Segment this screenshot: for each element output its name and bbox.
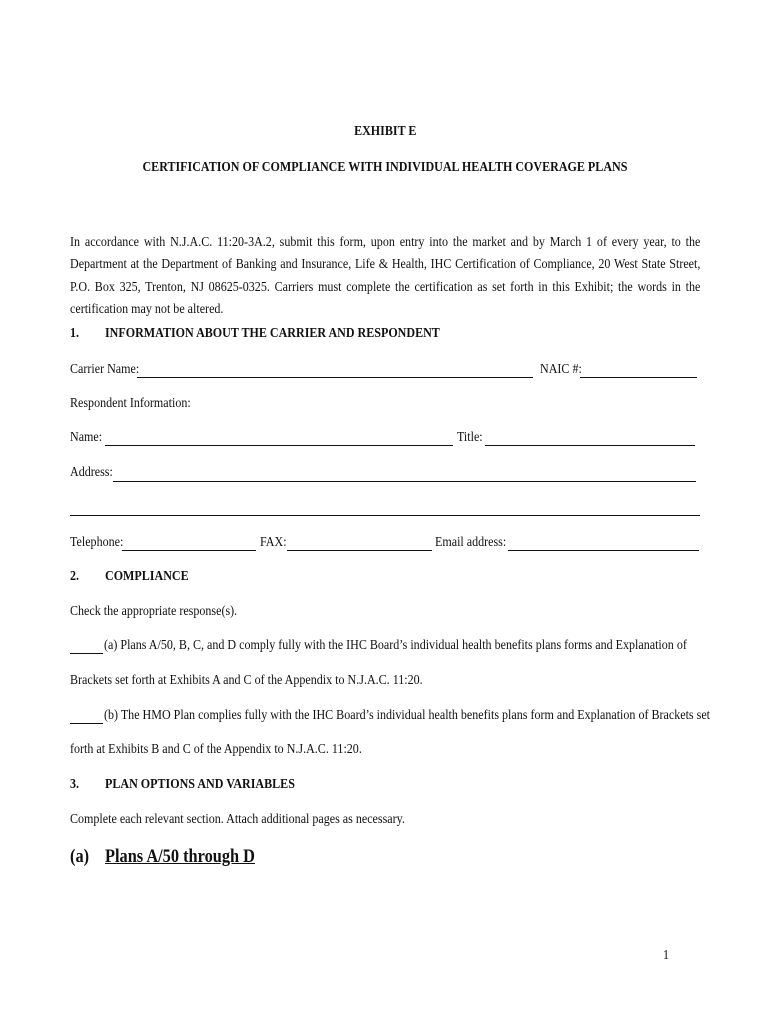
option-a-checkbox-line[interactable] [70,653,103,654]
option-b-text-line-2: forth at Exhibits B and C of the Appendix to N.J.A.C. 11:20. [70,742,362,757]
carrier-name-label: Carrier Name: [70,362,140,377]
option-a-text-line-1: (a) Plans A/50, B, C, and D comply fully with the IHC Board’s individual health benefits plans forms and Explanation of [104,638,687,653]
fax-label: FAX: [260,535,287,550]
section-3-number: 3. [70,777,80,792]
page-number: 1 [663,948,670,963]
option-b-checkbox-line[interactable] [70,723,103,724]
document-title: CERTIFICATION OF COMPLIANCE WITH INDIVIDUAL HEALTH COVERAGE PLANS [142,160,628,175]
fax-field[interactable] [287,550,432,551]
option-a-text-line-2: Brackets set forth at Exhibits A and C of the Appendix to N.J.A.C. 11:20. [70,673,423,688]
address-field-line-1[interactable] [113,481,696,482]
section-2-title: COMPLIANCE [105,569,189,584]
title-field[interactable] [485,445,695,446]
name-label: Name: [70,430,103,445]
compliance-instruction: Check the appropriate response(s). [70,604,238,619]
naic-label: NAIC #: [540,362,582,377]
exhibit-label: EXHIBIT E [353,124,417,139]
carrier-name-field[interactable] [137,377,533,378]
subsection-a-label: (a) [70,846,90,867]
section-1-title: INFORMATION ABOUT THE CARRIER AND RESPONDENT [105,326,440,341]
naic-field[interactable] [580,377,697,378]
telephone-field[interactable] [122,550,256,551]
email-label: Email address: [435,535,507,550]
section-2-number: 2. [70,569,80,584]
respondent-info-label: Respondent Information: [70,396,191,411]
subsection-a-title: Plans A/50 through D [105,846,255,867]
telephone-label: Telephone: [70,535,124,550]
name-field[interactable] [105,445,453,446]
plan-options-instruction: Complete each relevant section. Attach additional pages as necessary. [70,812,405,827]
email-field[interactable] [508,550,699,551]
intro-paragraph: In accordance with N.J.A.C. 11:20-3A.2, submit this form, upon entry into the market and by March 1 of every year, to the Department at the Department of Banking and Insurance, Life & Health, IHC Certification of Compliance, 20 West State Street, P.O. Box 325, Trenton, NJ 08625-0325. Carriers must complete the certification as set forth in this Exhibit; the words in the certification may not be altered. [70,235,701,318]
section-1-number: 1. [70,326,80,341]
address-field-line-2[interactable] [70,515,700,516]
option-b-text-line-1: (b) The HMO Plan complies fully with the IHC Board’s individual health benefits plans form and Explanation of Brackets set [104,708,711,723]
section-3-title: PLAN OPTIONS AND VARIABLES [105,777,295,792]
title-label: Title: [457,430,483,445]
address-label: Address: [70,465,113,480]
